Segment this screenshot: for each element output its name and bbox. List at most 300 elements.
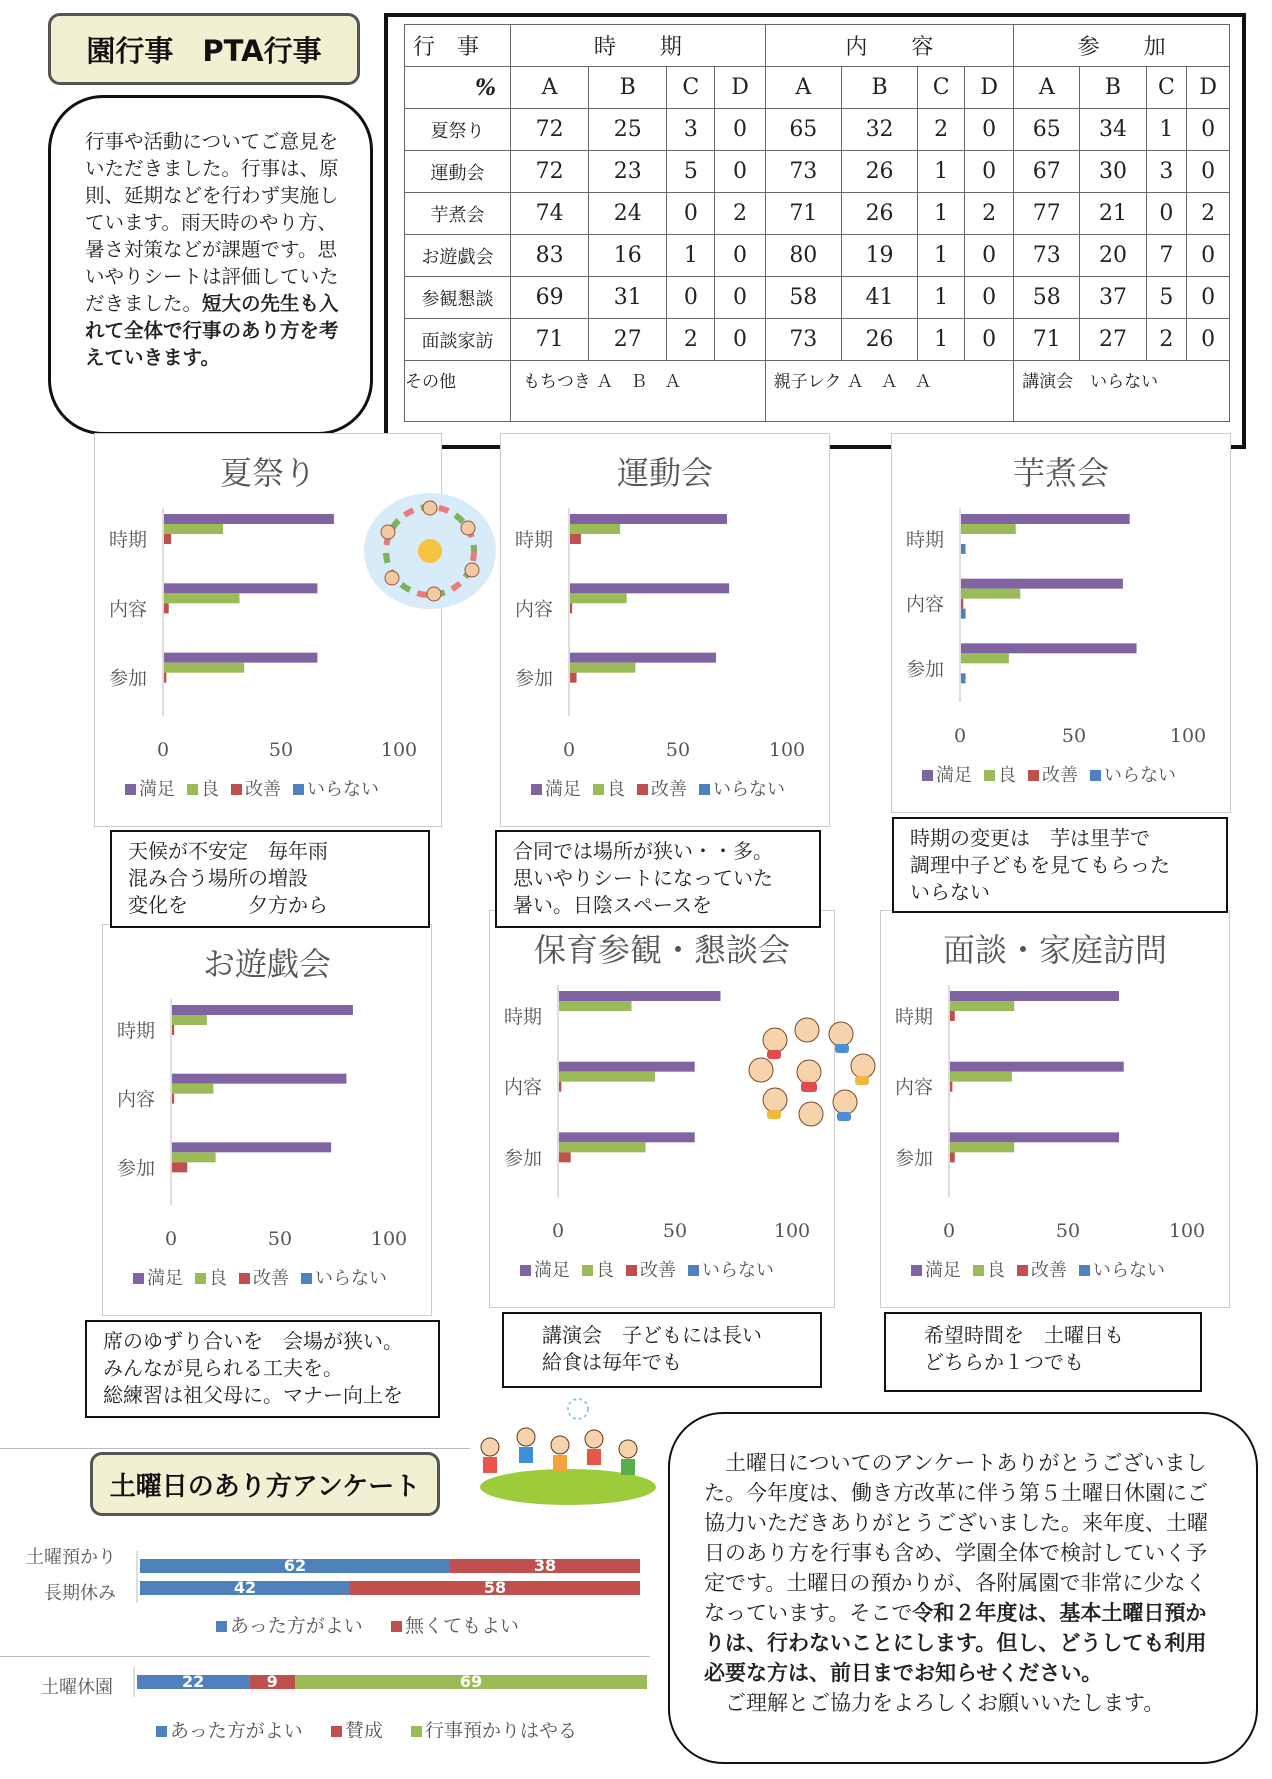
page-title: 園行事 PTA行事 [48,13,360,85]
table-cell: 83 [511,235,589,277]
comment-line: みんなが見られる工夫を。 [103,1356,343,1380]
legend-swatch [973,1265,984,1276]
table-cell: 67 [1014,151,1080,193]
bar-満足 [570,653,716,663]
bar-改善 [172,1025,174,1035]
bar-良 [164,524,223,534]
chart-title: 夏祭り [219,454,316,492]
legend-label: 改善 [640,1260,676,1281]
bar-改善 [961,599,963,609]
table-row [405,151,1230,193]
table-cell: 25 [589,109,667,151]
category-label: 時期 [895,1006,934,1028]
table-cell: 0 [965,151,1014,193]
x-tick-label: 50 [665,739,691,761]
table-cell: 0 [965,319,1014,361]
bar-満足 [172,1142,331,1152]
table-cell: 1 [667,235,715,277]
table-cell: 41 [841,277,917,319]
data-label: 69 [459,1672,483,1691]
table-cell: 77 [1014,193,1080,235]
legend-label: いらない [307,779,379,800]
header-event: 行 事 [405,25,511,67]
table-cell: 7 [1146,235,1187,277]
category-label: 参加 [895,1147,934,1170]
x-tick-label: 0 [942,1220,956,1242]
bar-満足 [559,1062,695,1072]
header-group-participation: 参 加 [1014,25,1230,67]
legend-swatch [984,770,995,781]
bar-改善 [559,1152,571,1162]
other-item: もちつき Ａ Ｂ Ａ [511,361,766,422]
bar-満足 [172,1074,346,1084]
bar-改善 [559,1082,561,1092]
x-tick-label: 50 [1055,1220,1081,1242]
other-label: その他 [405,361,511,422]
table-cell: 1 [918,235,965,277]
legend-swatch [593,784,604,795]
bar-改善 [950,1011,955,1021]
legend-swatch [125,784,136,795]
table-cell: 0 [1187,319,1230,361]
legend-label: あった方がよい [230,1615,363,1637]
data-label: 42 [233,1578,257,1597]
row-label: 運動会 [405,151,511,193]
x-tick-label: 50 [267,1228,293,1250]
table-cell: 20 [1080,235,1146,277]
bar-改善 [164,603,169,613]
table-cell: 1 [918,319,965,361]
bar-良 [961,653,1009,663]
legend-swatch [187,784,198,795]
comment-line: 合同では場所が狭い・・多。 [513,839,773,863]
category-label: 土曜休園 [41,1677,113,1698]
legend-label: いらない [702,1260,774,1281]
bar-いらない [961,673,966,683]
other-item: 講演会 いらない [1014,361,1230,422]
table-cell: 71 [1014,319,1080,361]
category-label: 参加 [906,658,945,681]
bar-良 [950,1072,1012,1082]
category-label: 参加 [504,1147,543,1170]
x-tick-label: 100 [768,739,806,761]
table-cell: 0 [965,277,1014,319]
data-label: 38 [533,1556,557,1575]
legend-swatch [391,1621,402,1632]
legend-swatch [1028,770,1039,781]
col-header: C [918,67,965,109]
bar-満足 [570,514,727,524]
legend-label: 改善 [1031,1260,1067,1281]
table-row [405,277,1230,319]
table-cell: 26 [841,193,917,235]
col-header: B [1080,67,1146,109]
legend-swatch [301,1273,312,1284]
comment-line: 時期の変更は 芋は里芋で [910,826,1150,850]
bar-改善 [164,673,166,683]
table-cell: 0 [965,235,1014,277]
table-cell: 27 [1080,319,1146,361]
comment-box-mendan [884,1312,1202,1392]
bar-満足 [559,991,720,1001]
x-tick-label: 0 [562,739,576,761]
table-cell: 72 [511,109,589,151]
chart-title: 面談・家庭訪問 [942,931,1167,969]
category-label: 土曜預かり [26,1547,116,1568]
bar-良 [950,1142,1014,1152]
col-header: D [715,67,765,109]
legend-swatch [582,1265,593,1276]
table-cell: 2 [965,193,1014,235]
legend-label: 改善 [1042,765,1078,786]
table-cell: 32 [841,109,917,151]
comment-box-imonikai [892,817,1228,913]
section-divider [0,1656,650,1657]
table-cell: 23 [589,151,667,193]
children-faces-illustration [745,1010,885,1134]
category-label: 内容 [504,1076,543,1099]
category-label: 参加 [515,667,554,690]
comment-line: 希望時間を 土曜日も [924,1323,1124,1347]
bar-改善 [172,1162,187,1172]
table-cell: 0 [715,277,765,319]
children-circle-illustration [360,488,500,614]
legend-swatch [231,784,242,795]
table-cell: 65 [765,109,841,151]
table-cell: 73 [1014,235,1080,277]
x-tick-label: 0 [164,1228,178,1250]
legend-label: 改善 [253,1268,289,1289]
legend-label: 無くてもよい [405,1615,520,1637]
legend-swatch [637,784,648,795]
table-cell: 0 [1146,193,1187,235]
legend-label: 満足 [139,779,175,800]
col-header: A [511,67,589,109]
table-cell: 5 [1146,277,1187,319]
comment-box-oyugikai [85,1320,440,1418]
bar-改善 [950,1082,952,1092]
category-label: 時期 [504,1006,543,1028]
bar-満足 [164,514,334,524]
chart-title: 芋煮会 [1012,454,1109,492]
bar-良 [172,1015,207,1025]
x-tick-label: 100 [773,1220,811,1242]
bar-満足 [950,991,1119,1001]
bar-良 [961,524,1016,534]
table-row [405,235,1230,277]
table-cell: 1 [1146,109,1187,151]
other-item: 親子レク Ａ Ａ Ａ [765,361,1014,422]
legend-label: 良 [596,1260,614,1281]
legend-label: いらない [1104,765,1176,786]
bar-満足 [164,583,317,593]
legend-label: 良 [209,1268,227,1289]
table-cell: 34 [1080,109,1146,151]
legend-swatch [520,1265,531,1276]
table-cell: 1 [918,193,965,235]
bar-良 [172,1084,213,1094]
table-cell: 3 [1146,151,1187,193]
saturday-chart-2 [0,1658,660,1738]
saturday-bold-text: 令和２年度は、基本土曜日預かりは、行わないことにします。但し、どうしても利用必要な方は、前日までお知らせください。 [704,1601,1207,1685]
table-cell: 71 [765,193,841,235]
x-tick-label: 50 [662,1220,688,1242]
comment-line: どちらか１つでも [924,1350,1084,1374]
data-label: 9 [266,1672,278,1691]
col-header: C [1146,67,1187,109]
row-label: 参観懇談 [405,277,511,319]
table-cell: 24 [589,193,667,235]
col-header: A [765,67,841,109]
table-cell: 0 [965,109,1014,151]
kids-on-grass-illustration [468,1395,658,1507]
table-cell: 5 [667,151,715,193]
table-cell: 0 [1187,109,1230,151]
table-row [405,193,1230,235]
table-cell: 31 [589,277,667,319]
category-label: 長期休み [44,1583,116,1604]
legend-swatch [216,1621,227,1632]
legend-label: 良 [987,1260,1005,1281]
bar-改善 [950,1152,955,1162]
legend-swatch [411,1726,422,1737]
x-tick-label: 0 [953,725,967,747]
data-label: 62 [283,1556,307,1575]
category-label: 時期 [117,1020,156,1042]
row-label: お遊戯会 [405,235,511,277]
comment-line: いらない [910,880,990,904]
bar-満足 [570,583,729,593]
row-label: 面談家訪 [405,319,511,361]
category-label: 時期 [109,529,148,551]
chart-title: 保育参観・懇談会 [533,931,790,969]
x-tick-label: 0 [551,1220,565,1242]
table-cell: 58 [1014,277,1080,319]
table-cell: 2 [918,109,965,151]
category-label: 内容 [906,593,945,616]
category-label: 内容 [109,598,148,621]
bar-満足 [164,653,317,663]
table-cell: 30 [1080,151,1146,193]
legend-swatch [331,1726,342,1737]
table-other-row [405,361,1230,422]
table-cell: 26 [841,319,917,361]
bar-良 [570,663,635,673]
legend-label: 満足 [545,779,581,800]
comment-line: 席のゆずり合いを 会場が狭い。 [103,1329,403,1353]
legend-label: 改善 [245,779,281,800]
chart-title: 運動会 [616,454,713,492]
legend-swatch [911,1265,922,1276]
bar-満足 [172,1005,353,1015]
bar-満足 [961,514,1130,524]
bar-良 [559,1072,655,1082]
bar-良 [961,589,1020,599]
x-tick-label: 100 [1168,1220,1206,1242]
category-label: 参加 [117,1157,156,1180]
category-label: 内容 [117,1088,156,1111]
bar-良 [172,1152,216,1162]
bar-良 [559,1142,646,1152]
table-cell: 0 [715,151,765,193]
bar-改善 [172,1094,174,1104]
legend-swatch [1090,770,1101,781]
saturday-chart-1 [0,1515,650,1645]
legend-swatch [1017,1265,1028,1276]
legend-label: 良 [201,779,219,800]
table-header-row [405,25,1230,67]
col-header: B [841,67,917,109]
data-label: 22 [181,1672,205,1691]
legend-swatch [239,1273,250,1284]
legend-swatch [195,1273,206,1284]
intro-text: 行事や活動についてご意見をいただきました。行事は、原則、延期などを行わず実施しています。雨天時のやり方、暑さ対策などが課題です。思いやりシートは評価していただきました。 [85,130,339,315]
comment-line: 講演会 子どもには長い [542,1323,762,1347]
data-label: 58 [483,1578,507,1597]
bar-いらない [961,609,966,619]
intro-box [48,95,373,435]
table-row [405,319,1230,361]
legend-swatch [922,770,933,781]
comment-box-natsumatsuri [110,830,430,928]
col-header: B [589,67,667,109]
saturday-title: 土曜日のあり方アンケート [90,1452,440,1516]
legend-label: 満足 [534,1260,570,1281]
table-cell: 72 [511,151,589,193]
table-cell: 37 [1080,277,1146,319]
x-tick-label: 50 [1061,725,1087,747]
comment-line: 暑い。日陰スペースを [513,893,712,917]
intro-bold-text: 短大の先生も入れて全体で行事のあり方を考えていきます。 [85,292,339,369]
table-subheader-row [405,67,1230,109]
bar-改善 [164,534,171,544]
section-divider [0,1448,470,1449]
bar-良 [164,663,244,673]
table-cell: 0 [667,193,715,235]
category-label: 内容 [515,598,554,621]
comment-line: 変化を 夕方から [128,893,328,917]
category-label: 内容 [895,1076,934,1099]
table-cell: 69 [511,277,589,319]
legend-label: いらない [315,1268,387,1289]
chart-oyugikai [102,924,432,1316]
chart-title: お遊戯会 [202,945,331,983]
category-label: 参加 [109,667,148,690]
table-cell: 74 [511,193,589,235]
legend-label: 賛成 [345,1720,384,1738]
saturday-closing-text: ご理解とご協力をよろしくお願いいたします。 [725,1691,1165,1715]
comment-line: 思いやりシートになっていた [513,866,773,890]
table-cell: 73 [765,151,841,193]
saturday-message-box [668,1412,1258,1764]
table-cell: 2 [667,319,715,361]
table-cell: 0 [667,277,715,319]
legend-label: 満足 [936,765,972,786]
legend-label: 満足 [147,1268,183,1289]
chart-undokai [500,433,830,827]
legend-swatch [699,784,710,795]
table-cell: 2 [1187,193,1230,235]
col-header: C [667,67,715,109]
table-cell: 2 [1146,319,1187,361]
comment-line: 給食は毎年でも [542,1350,682,1374]
legend-swatch [688,1265,699,1276]
comment-line: 天候が不安定 毎年雨 [128,839,328,863]
saturday-text: 土曜日についてのアンケートありがとうございました。今年度は、働き方改革に伴う第５土曜日休園にご協力いただきありがとうございました。来年度、土曜日のあり方を行事も含め、学園全体で検討していく予定です。土曜日の預かりが、各附属園で非常に少なくなっています。そこで [704,1451,1208,1625]
table-cell: 1 [918,277,965,319]
survey-table [404,24,1230,422]
table-cell: 3 [667,109,715,151]
comment-line: 総練習は祖父母に。マナー向上を [103,1383,403,1407]
table-cell: 19 [841,235,917,277]
table-cell: 0 [1187,235,1230,277]
bar-改善 [570,603,572,613]
legend-label: 良 [998,765,1016,786]
bar-満足 [961,579,1123,589]
table-cell: 0 [1187,277,1230,319]
legend-label: 良 [607,779,625,800]
bar-満足 [950,1062,1124,1072]
bar-良 [950,1001,1014,1011]
chart-imonikai [891,433,1231,813]
bar-満足 [559,1132,695,1142]
legend-label: あった方がよい [170,1720,303,1738]
x-tick-label: 50 [268,739,294,761]
legend-label: 行事預かりはやる [425,1720,578,1738]
bar-良 [570,593,627,603]
table-row [405,109,1230,151]
category-label: 時期 [906,529,945,551]
legend-swatch [156,1726,167,1737]
legend-swatch [293,784,304,795]
row-label: 芋煮会 [405,193,511,235]
comment-line: 混み合う場所の増設 [128,866,308,890]
bar-満足 [950,1132,1119,1142]
table-cell: 0 [1187,151,1230,193]
legend-label: 満足 [925,1260,961,1281]
table-cell: 0 [715,109,765,151]
x-tick-label: 0 [156,739,170,761]
table-cell: 27 [589,319,667,361]
x-tick-label: 100 [1169,725,1207,747]
table-cell: 58 [765,277,841,319]
table-cell: 0 [715,319,765,361]
legend-swatch [133,1273,144,1284]
table-cell: 73 [765,319,841,361]
legend-label: 改善 [651,779,687,800]
col-header: A [1014,67,1080,109]
table-cell: 80 [765,235,841,277]
x-tick-label: 100 [370,1228,408,1250]
header-group-content: 内 容 [765,25,1014,67]
bar-改善 [570,673,577,683]
comment-box-sankan [502,1312,822,1388]
table-cell: 16 [589,235,667,277]
comment-box-undokai [495,830,821,928]
table-cell: 2 [715,193,765,235]
x-tick-label: 100 [380,739,418,761]
legend-label: いらない [713,779,785,800]
legend-swatch [531,784,542,795]
bar-良 [164,593,240,603]
table-cell: 21 [1080,193,1146,235]
table-cell: 71 [511,319,589,361]
col-header: D [965,67,1014,109]
header-percent: % [405,67,511,109]
bar-いらない [961,544,966,554]
bar-良 [559,1001,632,1011]
bar-良 [570,524,620,534]
